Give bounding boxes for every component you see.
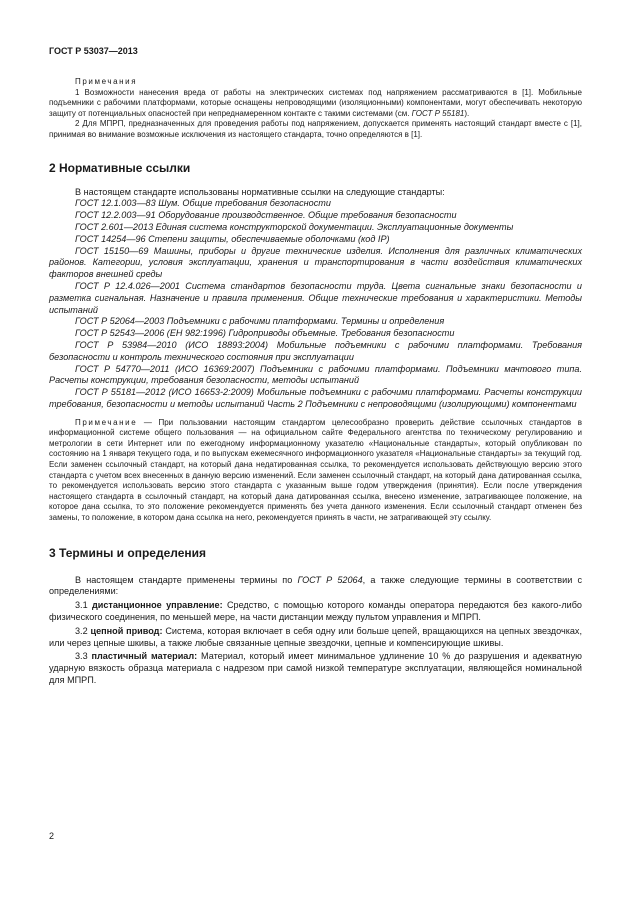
term-name: пластичный материал: [91, 651, 198, 662]
reference-item: ГОСТ 2.601—2013 Единая система конструкторской документации. Эксплуатационные документы [75, 221, 514, 232]
term-item [49, 651, 582, 686]
page-content [49, 77, 582, 687]
term-number: 3.2 [75, 625, 91, 636]
reference-item: ГОСТ 15150—69 Машины, приборы и другие технические изделия. Исполнения для различных климатических районов. Категории, условия эксплуатации, хранения и транспортирования в части воздействия климатических факторов внешней среды [49, 245, 582, 280]
section-2-body [49, 187, 582, 199]
document-header: ГОСТ Р 53037—2013 [49, 46, 138, 56]
reference-item: ГОСТ Р 53984—2010 (ИСО 18893:2004) Мобильные подъемники с рабочими платформами. Требования безопасности и контроль технического состояния при эксплуатации [49, 339, 582, 362]
term-number: 3.1 [75, 600, 92, 611]
section-3-intro [49, 575, 582, 599]
term-name: цепной привод: [90, 625, 163, 636]
term-item [49, 600, 582, 624]
section-3-intro-ref: ГОСТ Р 52064 [297, 574, 363, 585]
reference-item: ГОСТ 14254—96 Степени защиты, обеспечиваемые оболочками (код IP) [75, 233, 390, 244]
reference-item: ГОСТ Р 54770—2011 (ИСО 16369:2007) Подъемники с рабочими платформами. Подъемники мачтового типа. Расчеты конструкции, требования безопасности, методы испытаний [49, 363, 582, 386]
notes-block [49, 77, 582, 141]
page-number: 2 [49, 831, 55, 841]
section-3-intro-a: В настоящем стандарте применены термины по [75, 574, 298, 585]
reference-item: ГОСТ Р 52543—2006 (ЕН 982:1996) Гидроприводы объемные. Требования безопасности [75, 328, 455, 339]
note-1 [49, 88, 582, 120]
reference-item: ГОСТ Р 52064—2003 Подъемники с рабочими платформами. Термины и определения [75, 316, 445, 327]
term-definition: Система, которая включает в себя одну или больше цепей, вращающихся на цепных звездочках, или через цепные шкивы, а также любые связанные цепные звездочки, цепные и компенсирующие шкивы. [49, 625, 583, 648]
reference-item: ГОСТ 12.1.003—83 Шум. Общие требования безопасности [75, 198, 331, 209]
term-name: дистанционное управление: [91, 600, 223, 611]
normative-references-list [49, 198, 582, 410]
reference-item: ГОСТ Р 12.4.026—2001 Система стандартов безопасности труда. Цвета сигнальные знаки безопасности и разметка сигнальная. Назначение и правила применения. Общие технические требования и характеристики. Методы испытаний [49, 280, 582, 315]
reference-item: ГОСТ 12.2.003—91 Оборудование производственное. Общие требования безопасности [75, 210, 457, 221]
notes-heading: Примечания [75, 77, 138, 86]
term-definition: Средство, с помощью которого команды оператора передаются без какого-либо физического соединения, по меньшей мере, на части дистанции между пультом управления и МПРП. [49, 600, 582, 623]
section-3-intro-b: , а также следующие термины в соответствии с определениями: [49, 574, 582, 597]
term-number: 3.3 [75, 651, 92, 662]
section-2-heading: 2 Нормативные ссылки [49, 160, 191, 175]
section-2-note-text: — При пользовании настоящим стандартом целесообразно проверить действие ссылочных стандартов в информационной системе общего пользования — на официальном сайте Федерального агентства по техническому регулированию и метрологии в сети Интернет или по ежегодному информационному указателю «Национальные стандарты», который опубликован по состоянию на 1 января текущего года, и по выпускам ежемесячного информационного указателя «Национальные стандарты» за текущий год. Если заменен ссылочный стандарт, на который дана недатированная ссылка, то рекомендуется использовать действующую версию этого стандарта с учетом всех внесенных в данную версию изменений. Если заменен ссылочный стандарт, на который дана датированная ссылка, то рекомендуется использовать версию этого стандарта с указанным выше годом утверждения (принятия). Если после утверждения настоящего стандарта в ссылочный стандарт, на который дана датированная ссылка, внесено изменение, затрагивающее положение, на которое дана ссылка, то это положение рекомендуется применять без учета данного изменения. Если ссылочный стандарт отменен без замены, то положение, в котором дана ссылка на него, рекомендуется принять в части, не затрагивающей эту ссылку. [49, 417, 582, 523]
section-2-intro: В настоящем стандарте использованы нормативные ссылки на следующие стандарты: [75, 186, 445, 197]
section-2-note [49, 418, 582, 524]
reference-item: ГОСТ Р 55181—2012 (ИСО 16653-2:2009) Мобильные подъемники с рабочими платформами. Расчеты конструкции требования, безопасности и методы испытаний Часть 2 Подъемники с непроводящими (изолирующими) компонентами [49, 387, 582, 409]
term-item [49, 626, 582, 650]
note-1-text: 1 Возможности нанесения вреда от работы на электрических системах под напряжением рассматриваются в [1]. Мобильные подъемники с рабочими платформами, которые оснащены непроводящими (изоляционными) компонентами, могут обеспечивать некоторую защиту от потенциальных опасностей при непреднамеренном контакте с такими системами (см. [49, 87, 582, 118]
note-1-end: ). [464, 108, 470, 118]
section-3-heading: 3 Термины и определения [49, 545, 207, 560]
section-3-body [49, 575, 582, 687]
note-1-ref: ГОСТ Р 55181 [411, 108, 465, 118]
term-definition: Материал, который имеет минимальное удлинение 10 % до разрушения и адекватную ударную вязкость образца материала с надрезом при самой низкой температуре эксплуатации, являющейся номинальной для МПРП. [49, 651, 582, 686]
note-2: 2 Для МПРП, предназначенных для проведения работы под напряжением, допускается применять настоящий стандарт вместе с [1], принимая во внимание возможные исключения из настоящего стандарта, точно определяются в [1]. [49, 119, 582, 139]
section-2-note-label: Примечание [75, 417, 138, 427]
